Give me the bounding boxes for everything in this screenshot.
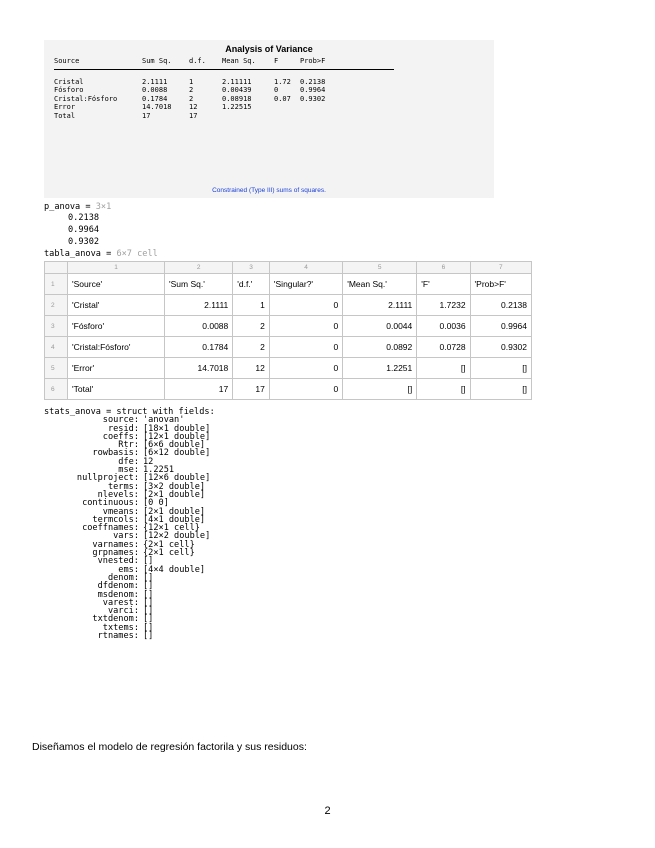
- struct-field-name: nullproject:: [76, 473, 139, 484]
- table-cell[interactable]: 2.1111: [343, 295, 417, 316]
- anova-cell: 1.72: [274, 78, 291, 86]
- struct-field-value: 1.2251: [143, 465, 175, 476]
- tabla-anova-dims: 6×7 cell: [116, 249, 158, 259]
- struct-field-value: [4×1 double]: [143, 514, 206, 525]
- table-row: [45, 274, 532, 295]
- anova-cell: 1.22515: [222, 103, 252, 112]
- struct-field-name: coeffnames:: [82, 523, 139, 534]
- struct-field-value: [12×1 double]: [143, 431, 211, 442]
- table-row-number[interactable]: 5: [45, 358, 68, 379]
- table-cell[interactable]: 0.0036: [417, 316, 470, 337]
- struct-field-value: []: [143, 581, 154, 592]
- table-cell[interactable]: 'Fósforo': [68, 316, 165, 337]
- table-cell[interactable]: 0: [269, 358, 342, 379]
- anova-cell: 0.0088: [142, 86, 168, 95]
- anova-header-cell: Sum Sq.: [142, 57, 172, 65]
- table-cell[interactable]: 12: [233, 358, 270, 379]
- table-cell[interactable]: 'Prob>F': [470, 274, 531, 295]
- table-cell[interactable]: 0: [269, 295, 342, 316]
- table-row: [45, 337, 532, 358]
- anova-cell: Error: [54, 103, 76, 112]
- table-cell[interactable]: 0.2138: [470, 295, 531, 316]
- struct-field-name: dfe:: [118, 456, 139, 467]
- struct-field: [44, 632, 215, 640]
- struct-field-value: [12×6 double]: [143, 473, 211, 484]
- table-cell[interactable]: 'Total': [68, 379, 165, 400]
- anova-header-cell: Mean Sq.: [222, 57, 256, 65]
- table-cell[interactable]: 'Sum Sq.': [165, 274, 233, 295]
- table-cell[interactable]: []: [417, 379, 470, 400]
- struct-field-name: varnames:: [92, 539, 139, 550]
- tabla-anova-output: [44, 250, 158, 259]
- anova-cell: 0.1784: [142, 94, 168, 103]
- struct-field-value: []: [143, 597, 154, 608]
- struct-field-value: []: [143, 614, 154, 625]
- anova-figure-footnote: Constrained (Type III) sums of squares.: [212, 187, 326, 194]
- struct-field-value: []: [143, 622, 154, 633]
- table-column-number[interactable]: 1: [68, 262, 165, 274]
- struct-field-value: []: [143, 572, 154, 583]
- anova-row: [54, 95, 394, 103]
- anova-cell: 0: [274, 86, 279, 95]
- table-column-number[interactable]: 7: [470, 262, 531, 274]
- anova-cell: 2: [189, 86, 194, 95]
- struct-field-value: [6×12 double]: [143, 448, 211, 459]
- p-anova-value: 0.9302: [68, 237, 100, 247]
- table-row: [45, 379, 532, 400]
- anova-cell: Total: [54, 111, 76, 120]
- table-row: [45, 316, 532, 337]
- table-cell[interactable]: 0.0044: [343, 316, 417, 337]
- anova-row: [54, 78, 394, 86]
- anova-header-cell: d.f.: [189, 57, 206, 65]
- table-column-header-row: [45, 262, 532, 274]
- struct-field-name: dfdenom:: [97, 581, 139, 592]
- table-column-number[interactable]: 4: [269, 262, 342, 274]
- struct-field-name: vars:: [113, 531, 139, 542]
- struct-field-value: [12×2 double]: [143, 531, 211, 542]
- table-row-number[interactable]: 2: [45, 295, 68, 316]
- struct-field-name: continuous:: [82, 498, 139, 509]
- stats-anova-output: [44, 408, 215, 640]
- struct-field-value: []: [143, 589, 154, 600]
- struct-field-value: {12×1 cell}: [143, 523, 200, 534]
- anova-row: [54, 112, 394, 120]
- stats-anova-fields: [44, 416, 215, 640]
- table-cell[interactable]: 'Mean Sq.': [343, 274, 417, 295]
- table-cell[interactable]: 'Error': [68, 358, 165, 379]
- struct-field-value: 12: [143, 456, 154, 467]
- anova-cell: 2.11111: [222, 78, 252, 86]
- struct-field-value: [0 0]: [143, 498, 169, 509]
- anova-figure-title: Analysis of Variance: [225, 44, 313, 54]
- struct-field-name: termcols:: [92, 514, 139, 525]
- p-anova-value: 0.9964: [68, 225, 100, 235]
- table-cell[interactable]: 0: [269, 337, 342, 358]
- table-cell[interactable]: 0.0728: [417, 337, 470, 358]
- table-cell[interactable]: 'Cristal': [68, 295, 165, 316]
- table-cell[interactable]: 'Singular?': [269, 274, 342, 295]
- table-cell[interactable]: []: [470, 358, 531, 379]
- anova-header-cell: Source: [54, 57, 80, 65]
- table-row-number[interactable]: 4: [45, 337, 68, 358]
- table-cell[interactable]: 0.0892: [343, 337, 417, 358]
- table-cell[interactable]: 'Source': [68, 274, 165, 295]
- table-cell[interactable]: 'Cristal:Fósforo': [68, 337, 165, 358]
- table-cell[interactable]: 17: [233, 379, 270, 400]
- struct-field-name: txtems:: [102, 622, 139, 633]
- struct-field-value: [4×4 double]: [143, 564, 206, 575]
- table-cell[interactable]: 1.7232: [417, 295, 470, 316]
- table-cell[interactable]: 17: [165, 379, 233, 400]
- anova-header-cell: Prob>F: [300, 57, 326, 65]
- anova-cell: 0.2138: [300, 78, 326, 86]
- struct-field-name: source:: [102, 415, 139, 426]
- table-cell[interactable]: 1: [233, 295, 270, 316]
- anova-cell: 17: [189, 111, 198, 120]
- anova-cell: 14.7018: [142, 103, 172, 112]
- table-row-number[interactable]: 6: [45, 379, 68, 400]
- p-anova-name: p_anova =: [44, 202, 96, 212]
- struct-field-value: {2×1 cell}: [143, 548, 195, 559]
- struct-field-name: resid:: [107, 423, 139, 434]
- table-column-number[interactable]: 2: [165, 262, 233, 274]
- table-column-number[interactable]: 5: [343, 262, 417, 274]
- anova-figure: [44, 40, 494, 198]
- anova-cell: 0.08918: [222, 94, 252, 103]
- anova-cell: 1: [189, 78, 194, 86]
- anova-cell: 12: [189, 103, 198, 112]
- table-cell[interactable]: []: [470, 379, 531, 400]
- struct-field-name: coeffs:: [102, 431, 139, 442]
- table-column-number[interactable]: 3: [233, 262, 270, 274]
- struct-field-name: txtdenom:: [92, 614, 139, 625]
- table-cell[interactable]: []: [343, 379, 417, 400]
- anova-figure-header: [54, 57, 394, 70]
- struct-field-value: []: [143, 606, 154, 617]
- struct-field-name: Rtr:: [118, 440, 139, 451]
- struct-field-name: grpnames:: [92, 548, 139, 559]
- anova-cell: 2: [189, 94, 194, 103]
- struct-field-name: msdenom:: [97, 589, 139, 600]
- anova-cell: 0.9964: [300, 86, 326, 95]
- table-cell[interactable]: 0.1784: [165, 337, 233, 358]
- body-paragraph: Diseñamos el modelo de regresión factorila y sus residuos:: [32, 741, 307, 753]
- struct-field-name: varci:: [107, 606, 139, 617]
- struct-field-value: {2×1 cell}: [143, 539, 195, 550]
- table-cell[interactable]: 0: [269, 316, 342, 337]
- struct-field-name: vnested:: [97, 556, 139, 567]
- table-cell[interactable]: 1.2251: [343, 358, 417, 379]
- anova-cell: 2.1111: [142, 78, 168, 86]
- table-cell[interactable]: 2.1111: [165, 295, 233, 316]
- struct-field-name: vmeans:: [102, 506, 139, 517]
- struct-field-value: []: [143, 631, 154, 642]
- anova-cell: 0.07: [274, 94, 291, 103]
- tabla-anova-name: tabla_anova =: [44, 249, 117, 259]
- p-anova-output: [44, 203, 111, 212]
- stats-anova-header: stats_anova = struct with fields:: [44, 407, 215, 417]
- table-cell[interactable]: 2: [233, 337, 270, 358]
- page-number: 2: [324, 805, 331, 817]
- anova-row: [54, 103, 394, 111]
- struct-field-name: rtnames:: [97, 631, 139, 642]
- struct-field-name: mse:: [118, 465, 139, 476]
- table-cell[interactable]: 0.9964: [470, 316, 531, 337]
- struct-field-value: [6×6 double]: [143, 440, 206, 451]
- anova-cell: Fósforo: [54, 86, 84, 95]
- p-anova-dims: 3×1: [95, 202, 112, 212]
- table-column-number[interactable]: 6: [417, 262, 470, 274]
- table-row-number[interactable]: 3: [45, 316, 68, 337]
- tabla-anova-table: [44, 261, 532, 400]
- table-cell[interactable]: 0: [269, 379, 342, 400]
- anova-cell: 17: [142, 111, 151, 120]
- anova-cell: Cristal:Fósforo: [54, 94, 118, 103]
- struct-field-name: nlevels:: [97, 489, 139, 500]
- struct-field-name: rowbasis:: [92, 448, 139, 459]
- struct-field-name: denom:: [107, 572, 139, 583]
- struct-field-value: [2×1 double]: [143, 489, 206, 500]
- struct-field-value: []: [143, 556, 154, 567]
- table-row-number[interactable]: 1: [45, 274, 68, 295]
- struct-field-value: [3×2 double]: [143, 481, 206, 492]
- table-corner-cell: [45, 262, 68, 274]
- struct-field-value: [2×1 double]: [143, 506, 206, 517]
- table-row: [45, 295, 532, 316]
- table-row: [45, 358, 532, 379]
- anova-header-cell: F: [274, 57, 279, 65]
- anova-row: [54, 86, 394, 94]
- table-cell[interactable]: 'F': [417, 274, 470, 295]
- anova-figure-rows: [54, 78, 394, 120]
- p-anova-value: 0.2138: [68, 213, 100, 223]
- anova-cell: 0.00439: [222, 86, 252, 95]
- table-cell[interactable]: 14.7018: [165, 358, 233, 379]
- anova-cell: 0.9302: [300, 94, 326, 103]
- struct-field-value: 'anovan': [143, 415, 185, 426]
- table-cell[interactable]: 'd.f.': [233, 274, 270, 295]
- table-cell[interactable]: 0.0088: [165, 316, 233, 337]
- anova-cell: Cristal: [54, 78, 84, 86]
- table-cell[interactable]: []: [417, 358, 470, 379]
- struct-field-name: ems:: [118, 564, 139, 575]
- struct-field-name: varest:: [102, 597, 139, 608]
- struct-field-name: terms:: [107, 481, 139, 492]
- struct-field-value: [18×1 double]: [143, 423, 211, 434]
- table-cell[interactable]: 0.9302: [470, 337, 531, 358]
- table-cell[interactable]: 2: [233, 316, 270, 337]
